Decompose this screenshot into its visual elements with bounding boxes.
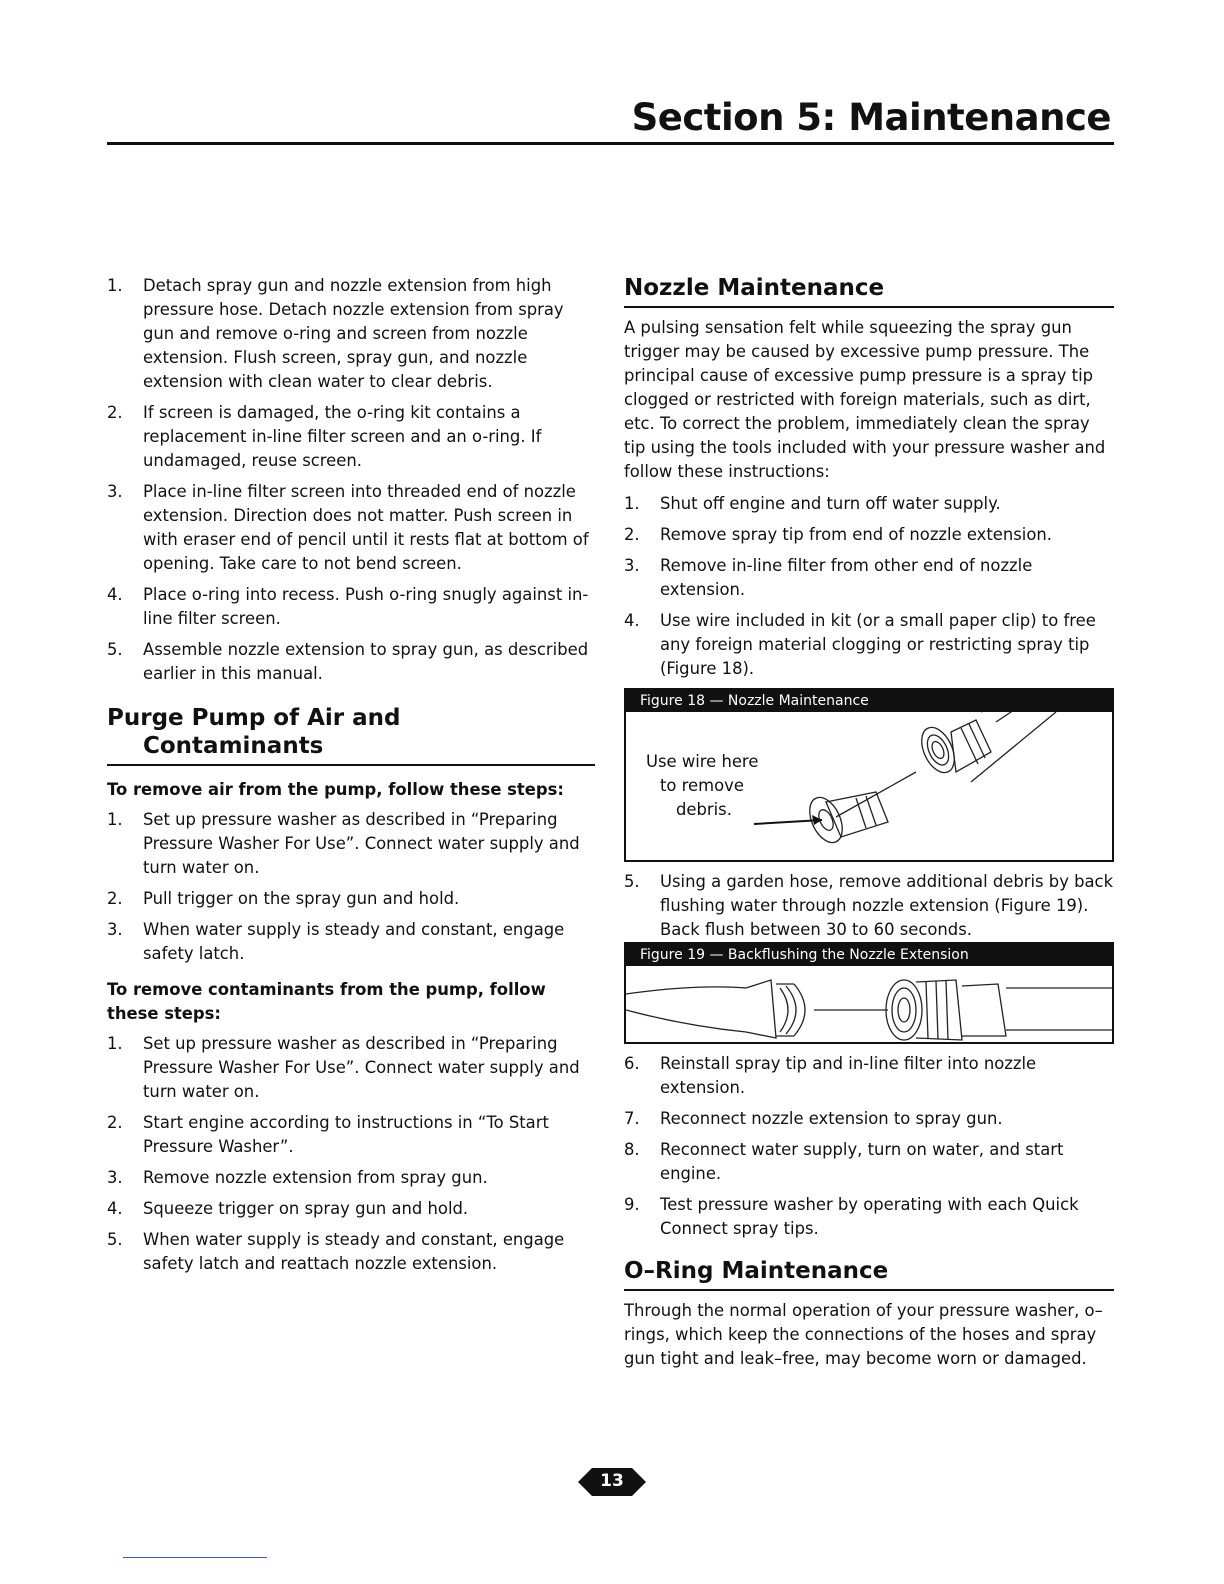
page-number: 13	[600, 1471, 624, 1491]
list-item: 4. Place o-ring into recess. Push o-ring snugly against in-line filter screen.	[107, 585, 589, 628]
list-item: 6. Reinstall spray tip and in-line filter into nozzle extension.	[624, 1054, 1037, 1097]
left-column	[107, 274, 595, 1283]
figure-label-line3: debris.	[676, 800, 732, 819]
nozzle-steps	[624, 492, 1114, 681]
contaminant-steps	[107, 1032, 595, 1276]
air-subheading: To remove air from the pump, follow these steps:	[107, 780, 564, 799]
list-item: 5. When water supply is steady and constant, engage safety latch and reattach nozzle extension.	[107, 1230, 565, 1273]
figure-caption: Figure 19 — Backflushing the Nozzle Extension	[626, 944, 1112, 966]
figure-18	[624, 688, 1114, 862]
air-steps	[107, 808, 595, 966]
oring-heading: O–Ring Maintenance	[624, 1257, 1114, 1291]
list-item: 3. Remove nozzle extension from spray gun.	[107, 1168, 488, 1187]
figure-label-line2: to remove	[660, 776, 744, 795]
list-item: 4. Use wire included in kit (or a small paper clip) to free any foreign material clogging or restricting spray tip (Figure 18).	[624, 611, 1096, 678]
screen-cleaning-steps	[107, 274, 595, 686]
list-item: 3. Place in-line filter screen into threaded end of nozzle extension. Direction does not matter. Push screen in with eraser end of pencil until it rests flat at bottom of opening. Take care to not bend screen.	[107, 482, 589, 573]
list-item: 9. Test pressure washer by operating with each Quick Connect spray tips.	[624, 1195, 1079, 1238]
list-item: 1. Set up pressure washer as described in “Preparing Pressure Washer For Use”. Connect water supply and turn water on.	[107, 1034, 580, 1101]
backflush-illustration	[626, 966, 1112, 1042]
list-item: 4. Squeeze trigger on spray gun and hold.	[107, 1199, 469, 1218]
list-item: 5. Using a garden hose, remove additional debris by back flushing water through nozzle extension (Figure 19). Back flush between 30 to 60 seconds.	[624, 872, 1114, 939]
page-title: Section 5: Maintenance	[631, 96, 1111, 139]
list-item: 2. Start engine according to instructions in “To Start Pressure Washer”.	[107, 1113, 549, 1156]
contaminants-subheading: To remove contaminants from the pump, follow these steps:	[107, 980, 546, 1023]
figure-18-illustration	[626, 712, 1112, 860]
footer-link-underline	[123, 1557, 267, 1558]
list-item: 3. Remove in-line filter from other end of nozzle extension.	[624, 556, 1033, 599]
figure-caption: Figure 18 — Nozzle Maintenance	[626, 690, 1112, 712]
list-item: 2. Pull trigger on the spray gun and hold.	[107, 889, 460, 908]
list-item: 2. If screen is damaged, the o-ring kit contains a replacement in-line filter screen and an o-ring. If undamaged, reuse screen.	[107, 403, 542, 470]
purge-heading: Purge Pump of Air and Contaminants	[107, 704, 595, 766]
list-item: 1. Detach spray gun and nozzle extension from high pressure hose. Detach nozzle extension from spray gun and remove o-ring and screen from nozzle extension. Flush screen, spray gun, and nozzle extension with clean water to clear debris.	[107, 276, 564, 391]
list-item: 3. When water supply is steady and constant, engage safety latch.	[107, 920, 565, 963]
figure-19-illustration	[626, 966, 1112, 1042]
list-item: 1. Shut off engine and turn off water supply.	[624, 494, 1001, 513]
list-item: 7. Reconnect nozzle extension to spray gun.	[624, 1109, 1003, 1128]
nozzle-steps-final	[624, 1052, 1114, 1241]
header-divider	[107, 142, 1114, 145]
figure-label-line1: Use wire here	[646, 752, 759, 771]
nozzle-steps-continued	[624, 870, 1114, 942]
nozzle-intro: A pulsing sensation felt while squeezing the spray gun trigger may be caused by excessive pump pressure. The principal cause of excessive pump pressure is a spray tip clogged or restricted with foreign materials, such as dirt, etc. To correct the problem, immediately clean the spray tip using the tools included with your pressure washer and follow these instructions:	[624, 318, 1106, 481]
list-item: 2. Remove spray tip from end of nozzle extension.	[624, 525, 1052, 544]
list-item: 8. Reconnect water supply, turn on water, and start engine.	[624, 1140, 1064, 1183]
nozzle-heading: Nozzle Maintenance	[624, 274, 1114, 308]
page-number-badge	[578, 1464, 646, 1500]
oring-paragraph: Through the normal operation of your pressure washer, o–rings, which keep the connections of the hoses and spray gun tight and leak–free, may become worn or damaged.	[624, 1301, 1103, 1368]
figure-19	[624, 942, 1114, 1044]
list-item: 1. Set up pressure washer as described in “Preparing Pressure Washer For Use”. Connect water supply and turn water on.	[107, 810, 580, 877]
list-item: 5. Assemble nozzle extension to spray gun, as described earlier in this manual.	[107, 640, 589, 683]
right-column	[624, 274, 1114, 1379]
